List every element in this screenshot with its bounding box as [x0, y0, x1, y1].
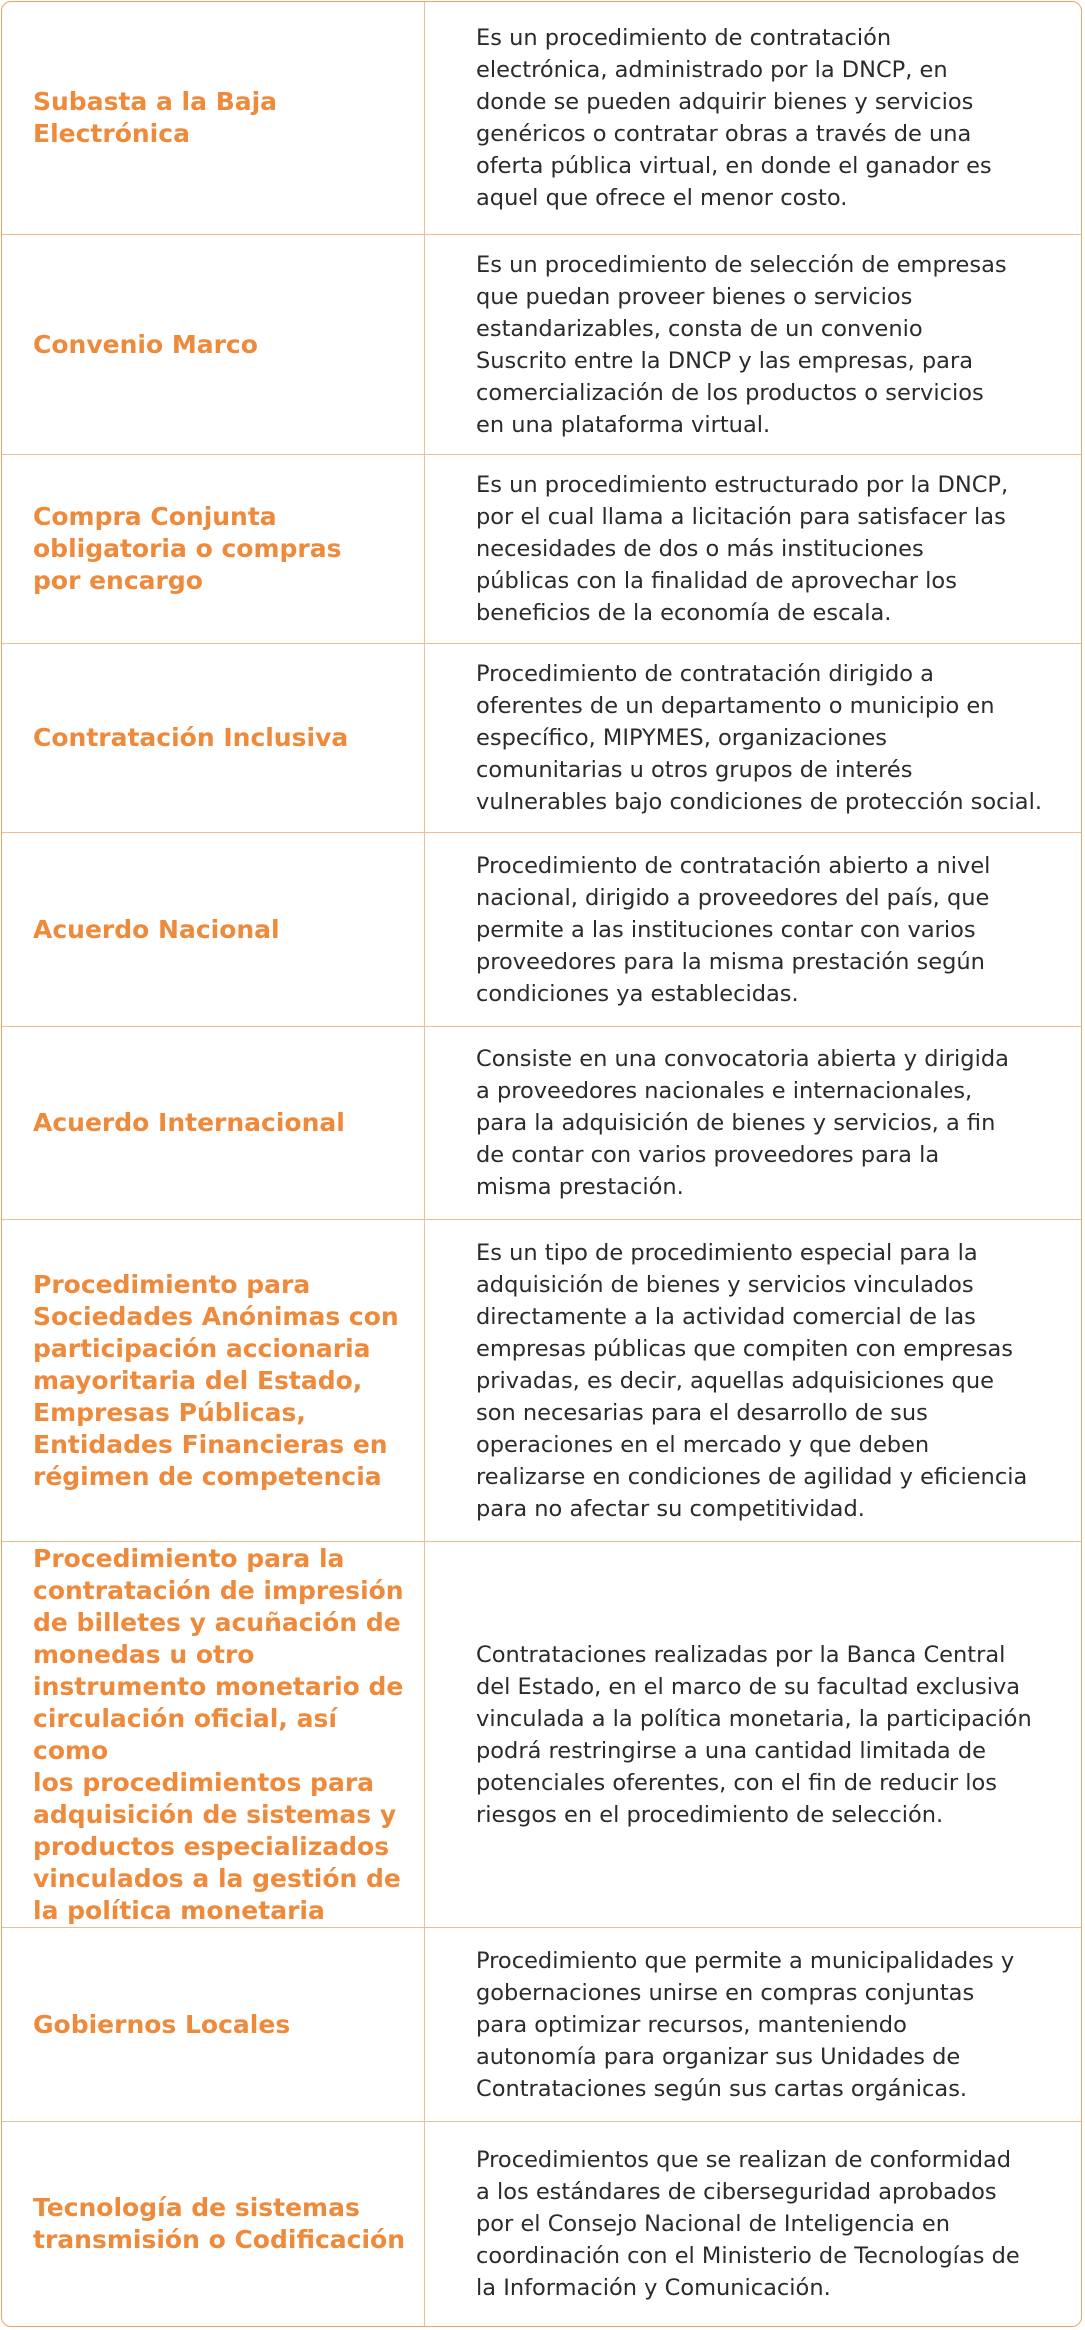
table-row — [2, 643, 1081, 832]
procedure-name: Compra Conjunta obligatoria o compras por encargo — [33, 502, 342, 595]
procedure-description-cell — [425, 644, 1081, 832]
procedure-description: Procedimiento de contratación dirigido a oferentes de un departamento o municipio en específico, MIPYMES, organizaciones comunitarias u otros grupos de interés vulnerables bajo condiciones de protección social. — [476, 661, 1042, 815]
procedure-name: Contratación Inclusiva — [33, 723, 349, 752]
table-row — [2, 234, 1081, 454]
procedure-name-cell — [2, 235, 425, 454]
procedure-name-cell — [2, 1542, 425, 1927]
procedure-description: Es un procedimiento de selección de empresas que puedan proveer bienes o servicios estandarizables, consta de un convenio Suscrito entre la DNCP y las empresas, para comercialización de los productos o servicios en una plataforma virtual. — [476, 251, 1007, 438]
table-row — [2, 1541, 1081, 1927]
procedure-description-cell — [425, 833, 1081, 1026]
procedure-description-cell — [425, 2122, 1081, 2326]
table-row — [2, 1927, 1081, 2121]
procedure-description-cell — [425, 455, 1081, 643]
procedure-name: Procedimiento para la contratación de impresión de billetes y acuñación de monedas u otro instrumento monetario de circulación oficial, así como los procedimientos para adquisición de sistemas y productos especializados vinculados a la gestión de la política monetaria — [33, 1543, 404, 1925]
procedure-name-cell — [2, 833, 425, 1026]
table-row — [2, 454, 1081, 643]
procedure-description: Procedimiento que permite a municipalidades y gobernaciones unirse en compras conjuntas para optimizar recursos, manteniendo autonomía para organizar sus Unidades de Contrataciones según sus cartas orgánicas. — [476, 1947, 1015, 2102]
procedure-name: Acuerdo Internacional — [33, 1108, 345, 1137]
procedure-name: Subasta a la Baja Electrónica — [33, 87, 278, 148]
procedure-name: Tecnología de sistemas transmisión o Codificación — [33, 2193, 406, 2254]
procedure-name: Gobiernos Locales — [33, 2009, 291, 2039]
procedure-description: Consiste en una convocatoria abierta y dirigida a proveedores nacionales e internacionales, para la adquisición de bienes y servicios, a fin de contar con varios proveedores para la misma prestación. — [476, 1046, 1009, 1200]
procedure-name-cell — [2, 2, 425, 234]
procedure-description: Contrataciones realizadas por la Banca Central del Estado, en el marco de su facultad exclusiva vinculada a la política monetaria, la participación podrá restringirse a una cantidad limitada de potenciales oferentes, con el fin de reducir los riesgos en el procedimiento de selección. — [476, 1641, 1032, 1828]
procedure-name: Procedimiento para Sociedades Anónimas con participación accionaria mayoritaria del Estado, Empresas Públicas, Entidades Financieras en régimen de competencia — [33, 1269, 399, 1491]
procedure-description-cell — [425, 235, 1081, 454]
procedure-description: Procedimientos que se realizan de conformidad a los estándares de ciberseguridad aprobados por el Consejo Nacional de Inteligencia en coordinación con el Ministerio de Tecnologías de la Información y Comunicación. — [476, 2147, 1020, 2301]
table-row — [2, 1026, 1081, 1219]
procurement-procedures-table — [1, 1, 1082, 2327]
procedure-name-cell — [2, 1027, 425, 1219]
procedure-name-cell — [2, 455, 425, 643]
procedure-name: Convenio Marco — [33, 329, 258, 359]
table-row — [2, 2, 1081, 234]
procedure-name: Acuerdo Nacional — [33, 914, 280, 944]
procedure-description-cell — [425, 2, 1081, 234]
procedure-description-cell — [425, 1928, 1081, 2121]
procedure-description: Procedimiento de contratación abierto a nivel nacional, dirigido a proveedores del país, que permite a las instituciones contar con varios proveedores para la misma prestación según condiciones ya establecidas. — [476, 852, 991, 1007]
procedure-description: Es un procedimiento de contratación electrónica, administrado por la DNCP, en donde se pueden adquirir bienes y servicios genéricos o contratar obras a través de una oferta pública virtual, en donde el ganador es aquel que ofrece el menor costo. — [476, 25, 992, 211]
procedure-description-cell — [425, 1220, 1081, 1541]
procedure-description: Es un tipo de procedimiento especial para la adquisición de bienes y servicios vinculados directamente a la actividad comercial de las empresas públicas que compiten con empresas privadas, es decir, aquellas adquisiciones que son necesarias para el desarrollo de sus operaciones en el mercado y que deben realizarse en condiciones de agilidad y eficiencia para no afectar su competitividad. — [476, 1239, 1028, 1522]
procedure-description: Es un procedimiento estructurado por la DNCP, por el cual llama a licitación para satisfacer las necesidades de dos o más instituciones públicas con la finalidad de aprovechar los beneficios de la economía de escala. — [476, 472, 1009, 626]
procedure-name-cell — [2, 1220, 425, 1541]
procedure-name-cell — [2, 644, 425, 832]
procedure-description-cell — [425, 1542, 1081, 1927]
procedure-description-cell — [425, 1027, 1081, 1219]
table-row — [2, 1219, 1081, 1541]
table-row — [2, 2121, 1081, 2326]
table-row — [2, 832, 1081, 1026]
procedure-name-cell — [2, 1928, 425, 2121]
procedure-name-cell — [2, 2122, 425, 2326]
